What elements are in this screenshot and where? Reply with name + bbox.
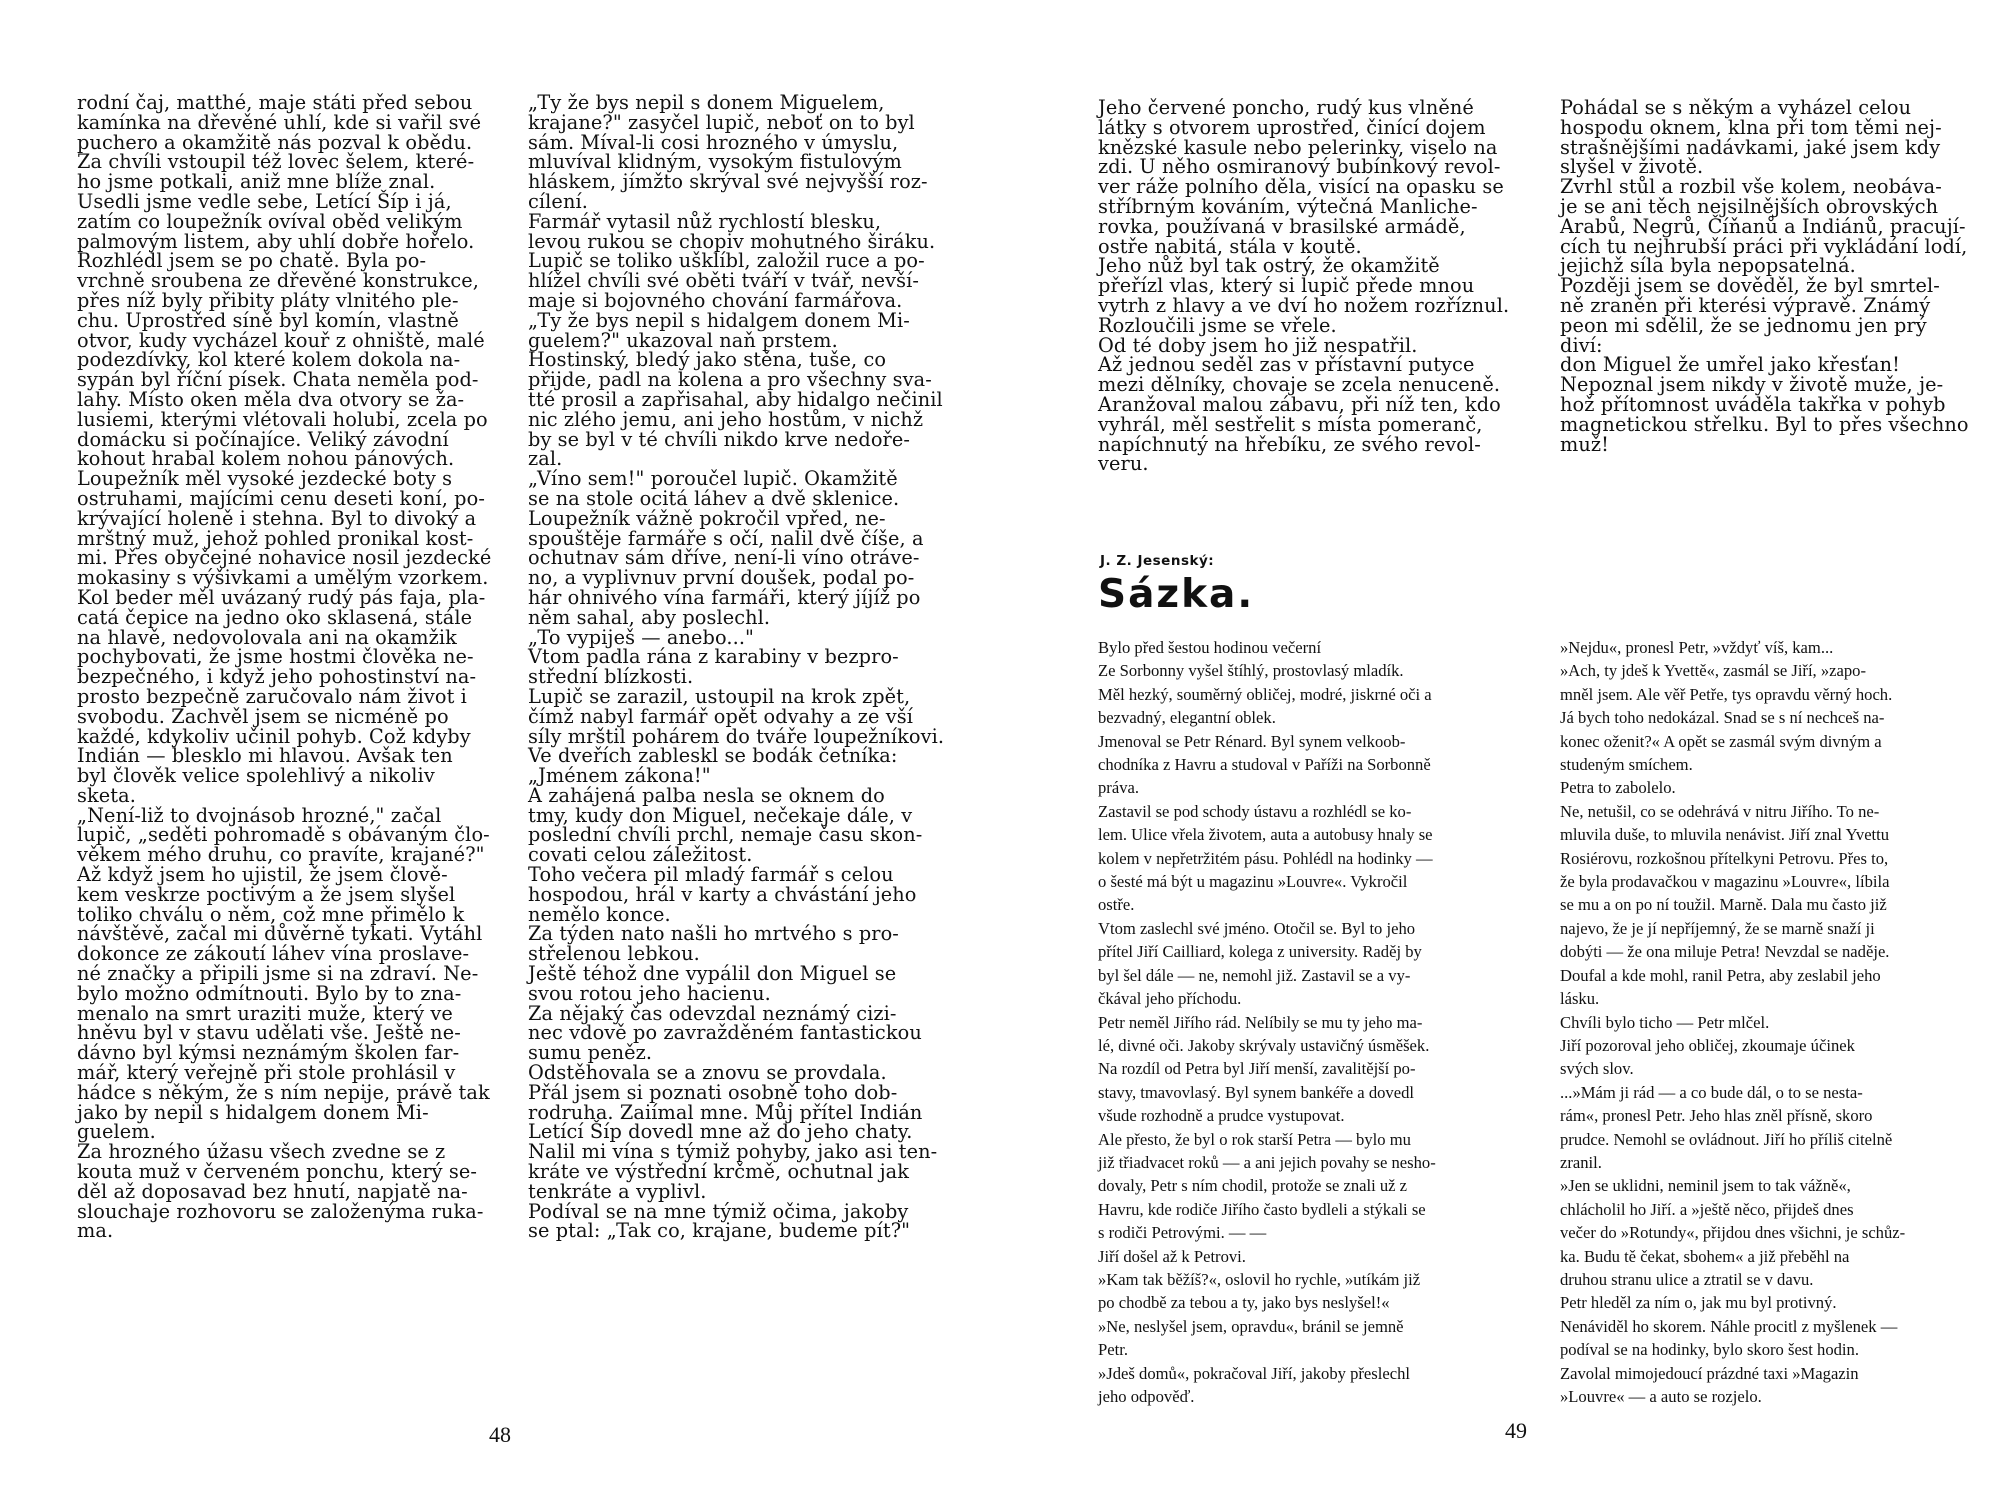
story-title: Sázka. bbox=[1098, 572, 1255, 617]
left-column-1: rodní čaj, matthé, maje státi před sebou kamínka na dřevěné uhlí, kde si vařil své puchero a okamžitě nás pozval k obědu. Za chvíli vstoupil též lovec šelem, které- ho jsme potkali, aniž mne blíže znal. Usedli jsme vedle sebe, Letící Šíp i já, zatím co loupežník ovíval oběd velikým palmovým listem, aby uhlí dobře hořelo. Rozhlédl jsem se po chatě. Byla po- vrchně sroubena ze dřevěné konstrukce, přes níž byly přibity pláty vlnitého ple- chu. Uprostřed síně byl komín, vlastně otvor, kudy vycházel kouř z ohniště, malé podezdívky, kol které kolem dokola na- sypán byl říční písek. Chata neměla pod- lahy. Místo oken měla dva otvory se ža- lusiemi, kterými vlétovali holubi, zcela po domácku si počínajíce. Veliký závodní kohout hrabal kolem nohou pánových. Loupežník měl vysoké jezdecké boty s ostruhami, majícími cenu deseti koní, po- krývající holeně i stehna. Byl to divoký a mrštný muž, jehož pohled pronikal kost- mi. Přes obyčejné nohavice nosil jezdecké mokasiny s výšivkami a umělým vzorkem. Kol beder měl uvázaný rudý pás faja, pla- catá čepice na jedno oko sklasená, stále na hlavě, nedovolovala ani na okamžik pochybovati, že jsme hostmi člověka ne- bezpečného, i když jeho pohostinství na- prosto bezpečně zaručovalo nám život i svobodu. Zachvěl jsem se nicméně po každé, kdykoliv učinil pohyb. Což kdyby Indián — blesklo mi hlavou. Avšak ten byl člověk velice spolehlivý a nikoliv sketa. „Není-liž to dvojnásob hrozné," začal lupič, „seděti pohromadě s obávaným člo- věkem mého druhu, co pravíte, krajané?" Až když jsem ho ujistil, že jsem člově- kem veskrze poctivým a že jsem slyšel toliko chválu o něm, což mne přimělo k návštěvě, začal mi důvěrně tykati. Vytáhl dokonce ze zákoutí láhev vína proslave- né značky a připili jsme si na zdraví. Ne- bylo možno odmítnouti. Bylo by to zna- menalo na smrt uraziti muže, který ve hněvu byl v stavu udělati vše. Ještě ne- dávno byl kýmsi neznámým školen far- mář, který veřejně při stole prohlásil v hádce s někým, že s ním nepije, právě tak jako by nepil s hidalgem donem Mi- guelem. Za hrozného úžasu všech zvedne se z kouta muž v červeném ponchu, který se- děl až doposavad bez hnutí, napjatě na- slouchaje rozhovoru se založenýma ruka- ma. bbox=[77, 91, 492, 1243]
right-column-1: Jeho červené poncho, rudý kus vlněné látky s otvorem uprostřed, činící dojem knězské kasule nebo pelerinky, viselo na zdi. U něho osmiranový bubínkový revol- ver ráže polního děla, visící na opasku se stříbrným kováním, výtečná Manliche- rovka, používaná v brasilské armádě, ostře nabitá, stála v koutě. Jeho nůž byl tak ostrý, že okamžitě přeřízl vlas, který si lupič přede mnou vytrh z hlavy a ve dví ho nožem rozříznul. Rozloučili jsme se vřele. Od té doby jsem ho již nespatřil. Až jednou seděl zas v přístavní putyce mezi dělníky, chovaje se zcela nenuceně. Aranžoval malou zábavu, při níž ten, kdo vyhrál, měl sestřelit s místa pomeranč, napíchnutý na hřebíku, ze svého revol- veru. bbox=[1098, 96, 1510, 476]
story-column-2: »Nejdu«, pronesl Petr, »vždyť víš, kam... »Ach, ty jdeš k Yvettě«, zasmál se Jiří, »zapo- mněl jsem. Ale věř Petře, tys opravdu věrný hoch. Já bych toho nedokázal. Snad se s ní nechceš na- konec oženit?« A opět se zasmál svým divným a studeným smíchem. Petra to zabolelo. Ne, netušil, co se odehrává v nitru Jiřího. To ne- mluvila duše, to mluvila nenávist. Jiří znal Yvettu Rosiérovu, rozkošnou přítelkyni Petrovu. Přes to, že byla prodavačkou v magazinu »Louvre«, líbila se mu a on po ní toužil. Marně. Dala mu často již najevo, že je jí nepříjemný, že se marně snaží ji dobýti — že ona miluje Petra! Nevzdal se naděje. Doufal a kde mohl, ranil Petra, aby zeslabil jeho lásku. Chvíli bylo ticho — Petr mlčel. Jiří pozoroval jeho obličej, zkoumaje účinek svých slov. ...»Mám ji rád — a co bude dál, o to se nesta- rám«, pronesl Petr. Jeho hlas zněl přísně, skoro prudce. Nemohl se ovládnout. Jiří ho příliš citelně zranil. »Jen se uklidni, neminil jsem to tak vážně«, chlácholil ho Jiří. a »ještě něco, přijdeš dnes večer do »Rotundy«, přijdou dnes všichni, je schůz- ka. Budu tě čekat, sbohem« a již přeběhl na druhou stranu ulice a ztratil se v davu. Petr hleděl za ním o, jak mu byl protivný. Nenáviděl ho skorem. Náhle procitl z myšlenek — podíval se na hodinky, bylo skoro šest hodin. Zavolal mimojedoucí prázdné taxi »Magazin »Louvre« — a auto se rozjelo. bbox=[1560, 638, 1906, 1406]
story-author: J. Z. Jesenský: bbox=[1100, 553, 1215, 569]
right-column-2: Pohádal se s někým a vyházel celou hospodu oknem, klna při tom těmi nej- strašnějšími nadávkami, jaké jsem kdy slyšel v životě. Zvrhl stůl a rozbil vše kolem, neobáva- je se ani těch nejsilnějších obrovských Arabů, Negrů, Číňanů a Indiánů, pracují- cích tu nejhrubší práci při vykládání lodí, jejichž síla byla nepopsatelná. Později jsem se dověděl, že byl smrtel- ně zraněn při kterési výpravě. Známý peon mi sdělil, že se jednomu jen prý diví: don Miguel že umřel jako křesťan! Nepoznal jsem nikdy v životě muže, je- hož přítomnost uváděla takřka v pohyb magnetickou střelku. Byl to přes všechno muž! bbox=[1560, 96, 1969, 456]
page-number-left: 48 bbox=[489, 1422, 511, 1447]
page-number-right: 49 bbox=[1505, 1418, 1527, 1443]
left-column-2: „Ty že bys nepil s donem Miguelem, krajane?" zasyčel lupič, neboť on to byl sám. Míval-li cosi hrozného v úmyslu, mluvíval klidným, vysokým fistulovým hláskem, jímžto skrýval své nejvyšší roz- cílení. Farmář vytasil nůž rychlostí blesku, levou rukou se chopiv mohutného širáku. Lupič se toliko ušklíbl, založil ruce a po- hlížel chvíli své oběti tváří v tvář, nevší- maje si bojovného chování farmářova. „Ty že bys nepil s hidalgem donem Mi- guelem?" ukazoval naň prstem. Hostinský, bledý jako stěna, tuše, co přijde, padl na kolena a pro všechny sva- tté prosil a zapřisahal, aby hidalgo nečinil nic zlého jemu, ani jeho hostům, v nichž by se byl v té chvíli nikdo krve nedoře- zal. „Víno sem!" poroučel lupič. Okamžitě se na stole ocitá láhev a dvě sklenice. Loupežník vážně pokročil vpřed, ne- spouštěje farmáře s očí, nalil dvě číše, a ochutnav sám dříve, není-li víno otráve- no, a vyplivnuv první doušek, podal po- hár ohnivého vína farmáři, který jíjíž po něm sahal, aby poslechl. „To vypiješ — anebo..." Vtom padla rána z karabiny v bezpro- střední blízkosti. Lupič se zarazil, ustoupil na krok zpět, čímž nabyl farmář opět odvahy a ze vší síly mrštil pohárem do tváře loupežníkovi. Ve dveřích zableskl se bodák četníka: „Jménem zákona!" A zahájená palba nesla se oknem do tmy, kudy don Miguel, nečekaje dále, v poslední chvíli prchl, nemaje času skon- covati celou záležitost. Toho večera pil mladý farmář s celou hospodou, hrál v karty a chvástání jeho nemělo konce. Za týden nato našli ho mrtvého s pro- střelenou lebkou. Ještě téhož dne vypálil don Miguel se svou rotou jeho hacienu. Za nějaký čas odevzdal neznámý cizi- nec vdově po zavražděném fantastickou sumu peněz. Odstěhovala se a znovu se provdala. Přál jsem si poznati osobně toho dob- rodruha. Zaiímal mne. Můj přítel Indián Letící Šíp dovedl mne až do jeho chaty. Nalil mi vína s týmiž pohyby, jako asi ten- kráte ve výstřední krčmě, ochutnal jak tenkráte a vyplivl. Podíval se na mne týmiž očima, jakoby se ptal: „Tak co, krajane, budeme pít?" bbox=[528, 91, 945, 1243]
story-column-1: Bylo před šestou hodinou večerní Ze Sorbonny vyšel štíhlý, prostovlasý mladík. Měl hezký, souměrný obličej, modré, jiskrné oči a bezvadný, elegantní oblek. Jmenoval se Petr Rénard. Byl synem velkoob- chodníka z Havru a studoval v Paříži na Sorbonně práva. Zastavil se pod schody ústavu a rozhlédl se ko- lem. Ulice vřela životem, auta a autobusy hnaly se kolem v nepřetržitém pásu. Pohlédl na hodinky — o šesté má být u magazinu »Louvre«. Vykročil ostře. Vtom zaslechl své jméno. Otočil se. Byl to jeho přítel Jiří Cailliard, kolega z university. Raděj by byl šel dále — ne, nemohl již. Zastavil se a vy- čkával jeho příchodu. Petr neměl Jiřího rád. Nelíbily se mu ty jeho ma- lé, divné oči. Jakoby skrývaly ustavičný úsměšek. Na rozdíl od Petra byl Jiří menší, zavalitější po- stavy, tmavovlasý. Byl synem bankéře a dovedl všude rozhodně a prudce vystupovat. Ale přesto, že byl o rok starší Petra — bylo mu již třiadvacet roků — a ani jejich povahy se nesho- dovaly, Petr s ním chodil, protože se znali už z Havru, kde rodiče Jiřího často bydleli a stýkali se s rodiči Petrovými. — — Jiří došel až k Petrovi. »Kam tak běžíš?«, oslovil ho rychle, »utíkám již po chodbě za tebou a ty, jako bys neslyšel!« »Ne, neslyšel jsem, opravdu«, bránil se jemně Petr. »Jdeš domů«, pokračoval Jiří, jakoby přeslechl jeho odpověď. bbox=[1098, 638, 1436, 1406]
